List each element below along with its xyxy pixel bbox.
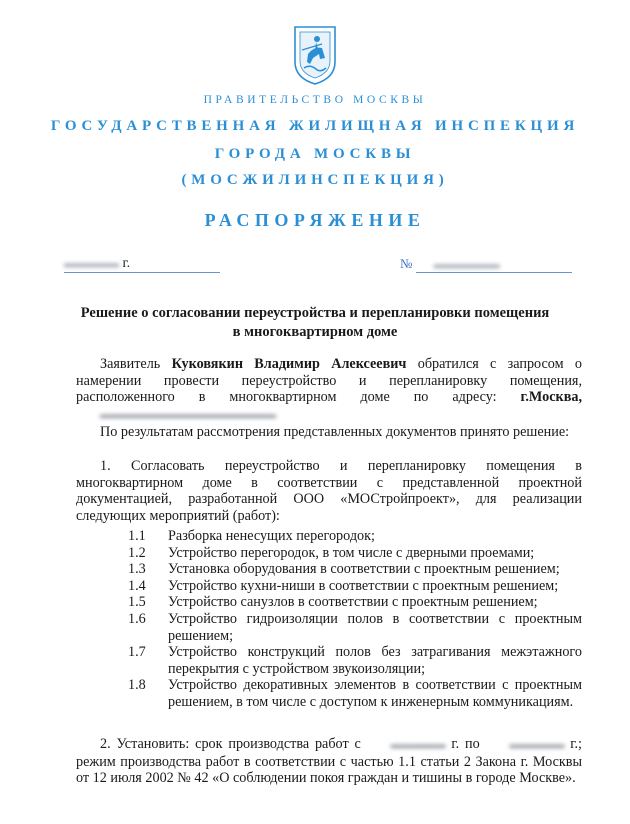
document-type-title: РАСПОРЯЖЕНИЕ (204, 210, 426, 230)
intro-text: обратился с запросом о намерении провести переустройство и перепланировку помещения, расположенного в многоквартирном доме по адресу: (76, 356, 582, 406)
number-prefix: № (400, 256, 413, 271)
document-number (400, 256, 500, 272)
moscow-coat-of-arms-icon (292, 24, 338, 86)
government-name: ПРАВИТЕЛЬСТВО МОСКВЫ (203, 94, 427, 106)
list-item: 1.3 Установка оборудования в соответствии с проектным решением; (128, 561, 560, 578)
point-1: 1. Согласовать переустройство и перепланировку помещения в многоквартирном доме в соответствии с представленной проектной документацией, разработанной ООО «МОСтройпроект», для реализации следующих мероприятий (работ): (76, 458, 582, 524)
list-item: 1.8 Устройство декоративных элементов в соответствии с проектным решением, в том числе с доступом к инженерным коммуникациям. (128, 677, 582, 710)
decision-intro: По результатам рассмотрения представленных документов принято решение: (100, 424, 570, 440)
redacted-address: ▬▬▬▬▬▬▬▬▬▬▬▬▬▬▬▬ (100, 408, 276, 421)
document-subject: Решение о согласовании переустройства и перепланировки помещения в многоквартирном доме (80, 305, 550, 340)
point-2-start: 2. Установить: срок производства работ с (100, 736, 361, 752)
list-item: 1.6 Устройство гидроизоляции полов в соответствии с проектным решением; (128, 610, 582, 644)
redacted-number: ▬▬▬▬▬▬ (433, 259, 500, 271)
applicant-name: Куковякин Владимир Алексеевич (171, 356, 407, 372)
list-item: 1.7 Устройство конструкций полов без затрагивания межэтажного перекрытия с устройством звукоизоляции; (128, 644, 582, 677)
works-list (76, 528, 582, 711)
point-2-end: г.; режим производства работ в соответствии с частью 1.1 статьи 2 Закона г. Москвы от 12 июля 2002 № 42 «О соблюдении покоя граждан и тишины в городе Москве». (76, 736, 583, 787)
list-item: 1.2 Устройство перегородок, в том числе с дверными проемами; (128, 544, 535, 561)
redacted-date: ▬▬▬▬▬ (64, 258, 119, 270)
date-underline (64, 272, 220, 273)
inspection-name-line2: ГОРОДА МОСКВЫ (214, 146, 416, 162)
list-item: 1.5 Устройство санузлов в соответствии с проектным решением; (128, 594, 538, 611)
applicant-paragraph (76, 356, 582, 423)
address-city: г.Москва, (520, 389, 583, 406)
document-date (64, 256, 130, 272)
redacted-start-date: ▬▬▬▬▬ (390, 739, 446, 751)
inspection-abbreviation: (МОСЖИЛИНСПЕКЦИЯ) (181, 172, 449, 188)
list-item: 1.1 Разборка ненесущих перегородок; (128, 528, 375, 544)
list-item: 1.4 Устройство кухни-ниши в соответствии с проектным решением; (128, 577, 559, 594)
intro-lead: Заявитель (100, 356, 161, 372)
point-2-mid: г. по (451, 736, 480, 752)
date-suffix: г. (122, 256, 131, 271)
number-underline (416, 272, 572, 273)
point-2 (76, 736, 582, 787)
inspection-name-line1: ГОСУДАРСТВЕННАЯ ЖИЛИЩНАЯ ИНСПЕКЦИЯ (50, 118, 580, 134)
redacted-end-date: ▬▬▬▬▬ (509, 739, 565, 751)
